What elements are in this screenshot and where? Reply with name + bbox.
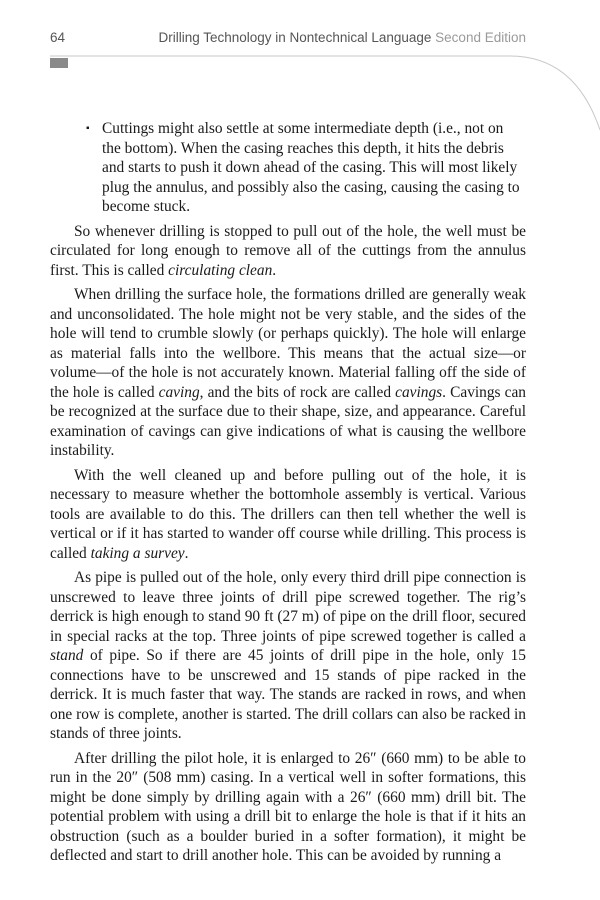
paragraph-hole-opening: After drilling the pilot hole, it is enlarged to 26″ (660 mm) to be able to run in the 20″ (508 mm) casing. In a vertical well in softer formations, this might be done simply by drilling again with a 26″ (660 mm) drill bit. The potential problem with using a drill bit to enlarge the hole is that if it hits an obstruction (such as a boulder buried in a softer formation), it might be deflected and start to drill another hole. This can be avoided by running a: [50, 749, 526, 864]
term-stand: stand: [50, 647, 84, 664]
book-title: Drilling Technology in Nontechnical Language: [158, 30, 432, 45]
paragraph-survey: With the well cleaned up and before pulling out of the hole, it is necessary to measure whether the bottomhole assembly is vertical. Various tools are available to do this. The drillers can then tell whether the well is vertical or if it has started to wander off course while drilling. This process is called taking a survey.: [50, 466, 526, 562]
list-item: ▪ Cuttings might also settle at some intermediate depth (i.e., not on the bottom). When the casing reaches this depth, it hits the debris and starts to push it down ahead of the casing. This will most likely plug the annulus, and possibly also the casing, causing the casing to become stuck.: [86, 120, 520, 215]
term-caving: caving: [158, 383, 200, 401]
paragraph-caving: When drilling the surface hole, the formations drilled are generally weak and unconsolidated. The hole might not be very stable, and the sides of the hole will tend to crumble slowly (or perhaps quickly). The hole will enlarge as material falls into the wellbore. This means that the actual size—or volume—of the hole is not accurately known. Material falling off the side of the hole is called caving, and the bits of rock are called cavings. Cavings can be recognized at the surface due to their shape, size, and appearance. Careful examination of cavings can give indications of what is causing the wellbore instability.: [50, 286, 526, 459]
edition-label: Second Edition: [435, 30, 526, 45]
paragraph-circulating-clean: So whenever drilling is stopped to pull out of the hole, the well must be circulated for long enough to remove all of the cuttings from the annulus first. This is called circulating clean.: [50, 222, 526, 279]
bullet-list: [50, 119, 526, 217]
term-circulating-clean: circulating clean: [168, 261, 273, 279]
chapter-tab-mark: [50, 58, 68, 68]
running-header: [50, 30, 526, 50]
paragraph-stands: As pipe is pulled out of the hole, only every third drill pipe connection is unscrewed to leave three joints of drill pipe screwed together. The rig’s derrick is high enough to stand 90 ft (27 m) of pipe on the drill floor, secured in special racks at the top. Three joints of pipe screwed together is called a stand of pipe. So if there are 45 joints of drill pipe in the hole, only 15 connections have to be unscrewed and 15 stands of pipe racked in the derrick. It is much faster that way. The stands are racked in rows, and when one row is complete, another is started. The drill collars can also be racked in stands of three joints.: [50, 569, 526, 742]
bullet-marker: ▪: [86, 123, 90, 134]
page-number: 64: [50, 30, 66, 45]
running-title: [158, 30, 526, 45]
term-cavings: cavings: [395, 383, 443, 401]
body-text: [50, 119, 526, 871]
term-taking-a-survey: taking a survey: [90, 544, 185, 562]
